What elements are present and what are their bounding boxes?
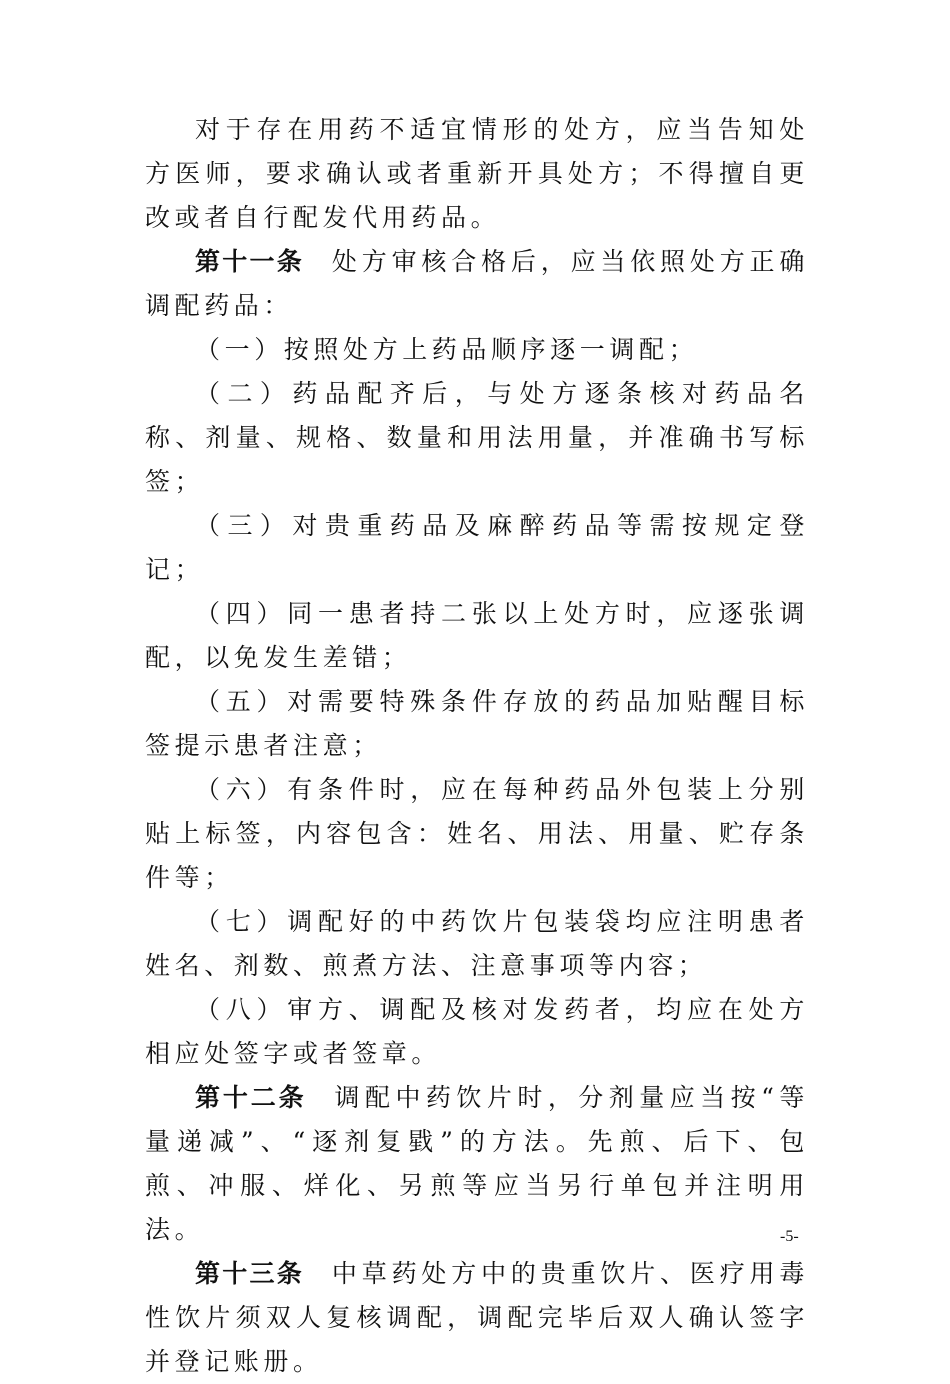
- article-11: [145, 240, 809, 328]
- article-13: [145, 1252, 809, 1384]
- paragraph-text: 对于存在用药不适宜情形的处方，应当告知处方医师，要求确认或者重新开具处方；不得擅自更改或者自行配发代用药品。: [145, 115, 809, 232]
- list-item-6: [145, 768, 809, 900]
- paragraph-text: （四）同一患者持二张以上处方时，应逐张调配，以免发生差错；: [145, 599, 809, 672]
- paragraph-1: [145, 108, 809, 240]
- list-item-3: [145, 504, 809, 592]
- paragraph-text: （一）按照处方上药品顺序逐一调配；: [195, 335, 699, 364]
- list-item-5: [145, 680, 809, 768]
- list-item-8: [145, 988, 809, 1076]
- paragraph-text: （七）调配好的中药饮片包装袋均应注明患者姓名、剂数、煎煮方法、注意事项等内容；: [145, 907, 809, 980]
- page-number: -5-: [780, 1228, 799, 1245]
- paragraph-text: （三）对贵重药品及麻醉药品等需按规定登记；: [145, 511, 809, 584]
- article-heading: 第十三条: [195, 1259, 304, 1288]
- paragraph-text: （六）有条件时，应在每种药品外包装上分别贴上标签，内容包含：姓名、用法、用量、贮存条件等；: [145, 775, 809, 892]
- paragraph-text: （五）对需要特殊条件存放的药品加贴醒目标签提示患者注意；: [145, 687, 809, 760]
- list-item-4: [145, 592, 809, 680]
- paragraph-text: 调配中药饮片时，分剂量应当按“等量递减”、“逐剂复戥”的方法。先煎、后下、包煎、冲服、烊化、另煎等应当另行单包并注明用法。: [145, 1083, 809, 1244]
- article-heading: 第十二条: [195, 1083, 307, 1112]
- article-12: [145, 1076, 809, 1252]
- paragraph-text: （八）审方、调配及核对发药者，均应在处方相应处签字或者签章。: [145, 995, 809, 1068]
- paragraph-text: 中草药处方中的贵重饮片、医疗用毒性饮片须双人复核调配，调配完毕后双人确认签字并登记账册。: [145, 1259, 809, 1376]
- article-heading: 第十一条: [195, 247, 304, 276]
- list-item-2: [145, 372, 809, 504]
- list-item-7: [145, 900, 809, 988]
- paragraph-text: 处方审核合格后，应当依照处方正确调配药品：: [145, 247, 809, 320]
- document-body: [145, 108, 809, 1384]
- list-item-1: [145, 328, 809, 372]
- paragraph-text: （二）药品配齐后，与处方逐条核对药品名称、剂量、规格、数量和用法用量，并准确书写标签；: [145, 379, 809, 496]
